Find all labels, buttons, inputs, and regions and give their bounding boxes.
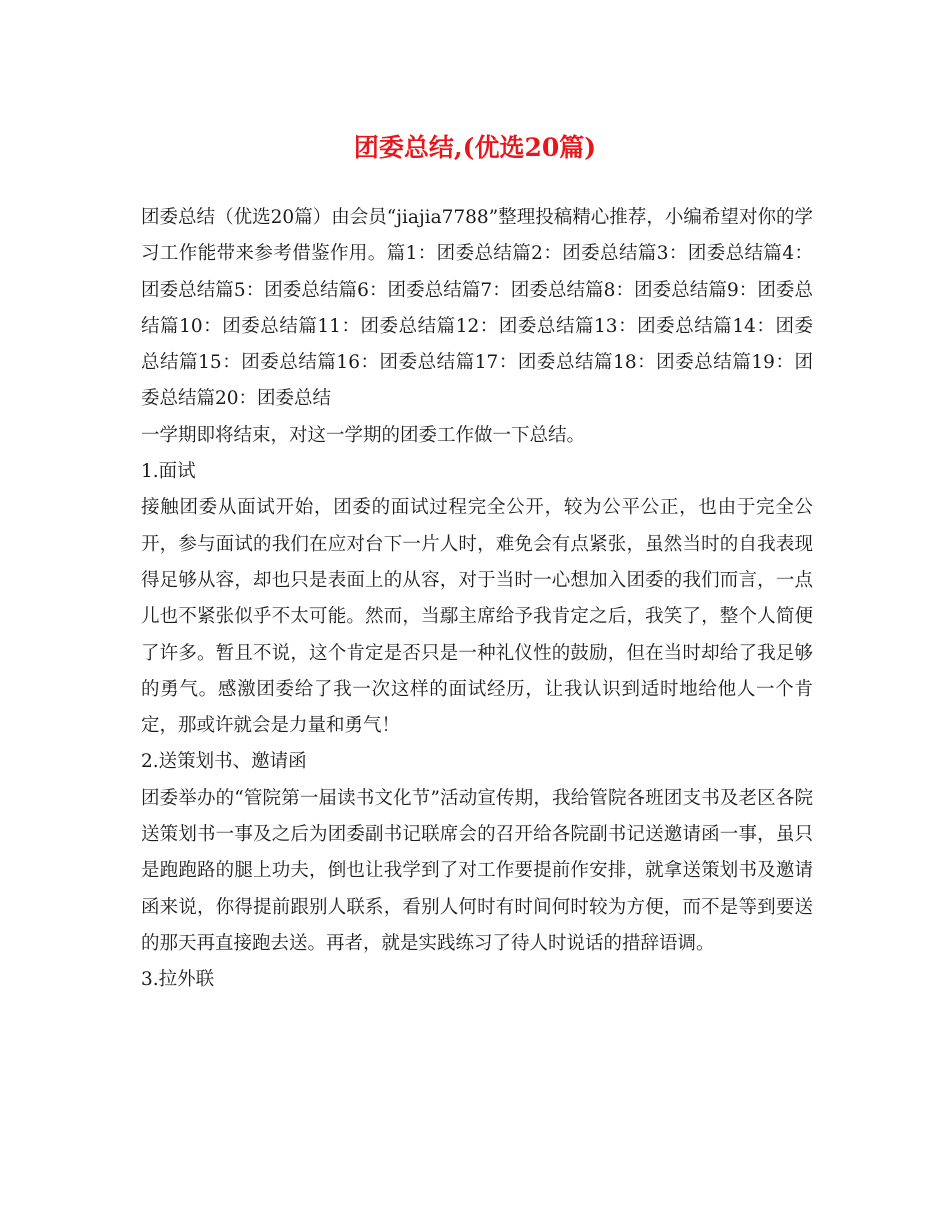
document-title: 团委总结,(优选20篇)	[353, 133, 597, 162]
section-heading-interview: 1.面试	[141, 461, 196, 483]
document-body	[141, 200, 813, 999]
section-heading-outreach: 3.拉外联	[141, 969, 215, 991]
section-heading-delivery: 2.送策划书、邀请函	[141, 751, 307, 773]
opening-paragraph: 一学期即将结束，对这一学期的团委工作做一下总结。	[141, 424, 586, 446]
section-body-interview: 接触团委从面试开始，团委的面试过程完全公开，较为公平公正，也由于完全公开，参与面试的我们在应对台下一片人时，难免会有点紧张，虽然当时的自我表现得足够从容，却也只是表面上的从容，对于当时一心想加入团委的我们而言，一点儿也不紧张似乎不太可能。然而，当鄢主席给予我肯定之后，我笑了，整个人简便了许多。暂且不说，这个肯定是否只是一种礼仪性的鼓励，但在当时却给了我足够的勇气。感激团委给了我一次这样的面试经历，让我认识到适时地给他人一个肯定，那或许就会是力量和勇气！	[141, 497, 813, 737]
section-body-delivery: 团委举办的“管院第一届读书文化节”活动宣传期，我给管院各班团支书及老区各院送策划书一事及之后为团委副书记联席会的召开给各院副书记送邀请函一事，虽只是跑跑路的腿上功夫，倒也让我学到了对工作要提前作安排，就拿送策划书及邀请函来说，你得提前跟别人联系，看别人何时有时间何时较为方便，而不是等到要送的那天再直接跑去送。再者，就是实践练习了待人时说话的措辞语调。	[141, 787, 813, 954]
intro-paragraph: 团委总结（优选20篇）由会员“jiajia7788”整理投稿精心推荐，小编希望对你的学习工作能带来参考借鉴作用。篇1：团委总结篇2：团委总结篇3：团委总结篇4：团委总结篇5：团委总结篇6：团委总结篇7：团委总结篇8：团委总结篇9：团委总结篇10：团委总结篇11：团委总结篇12：团委总结篇13：团委总结篇14：团委总结篇15：团委总结篇16：团委总结篇17：团委总结篇18：团委总结篇19：团委总结篇20：团委总结	[141, 207, 813, 410]
